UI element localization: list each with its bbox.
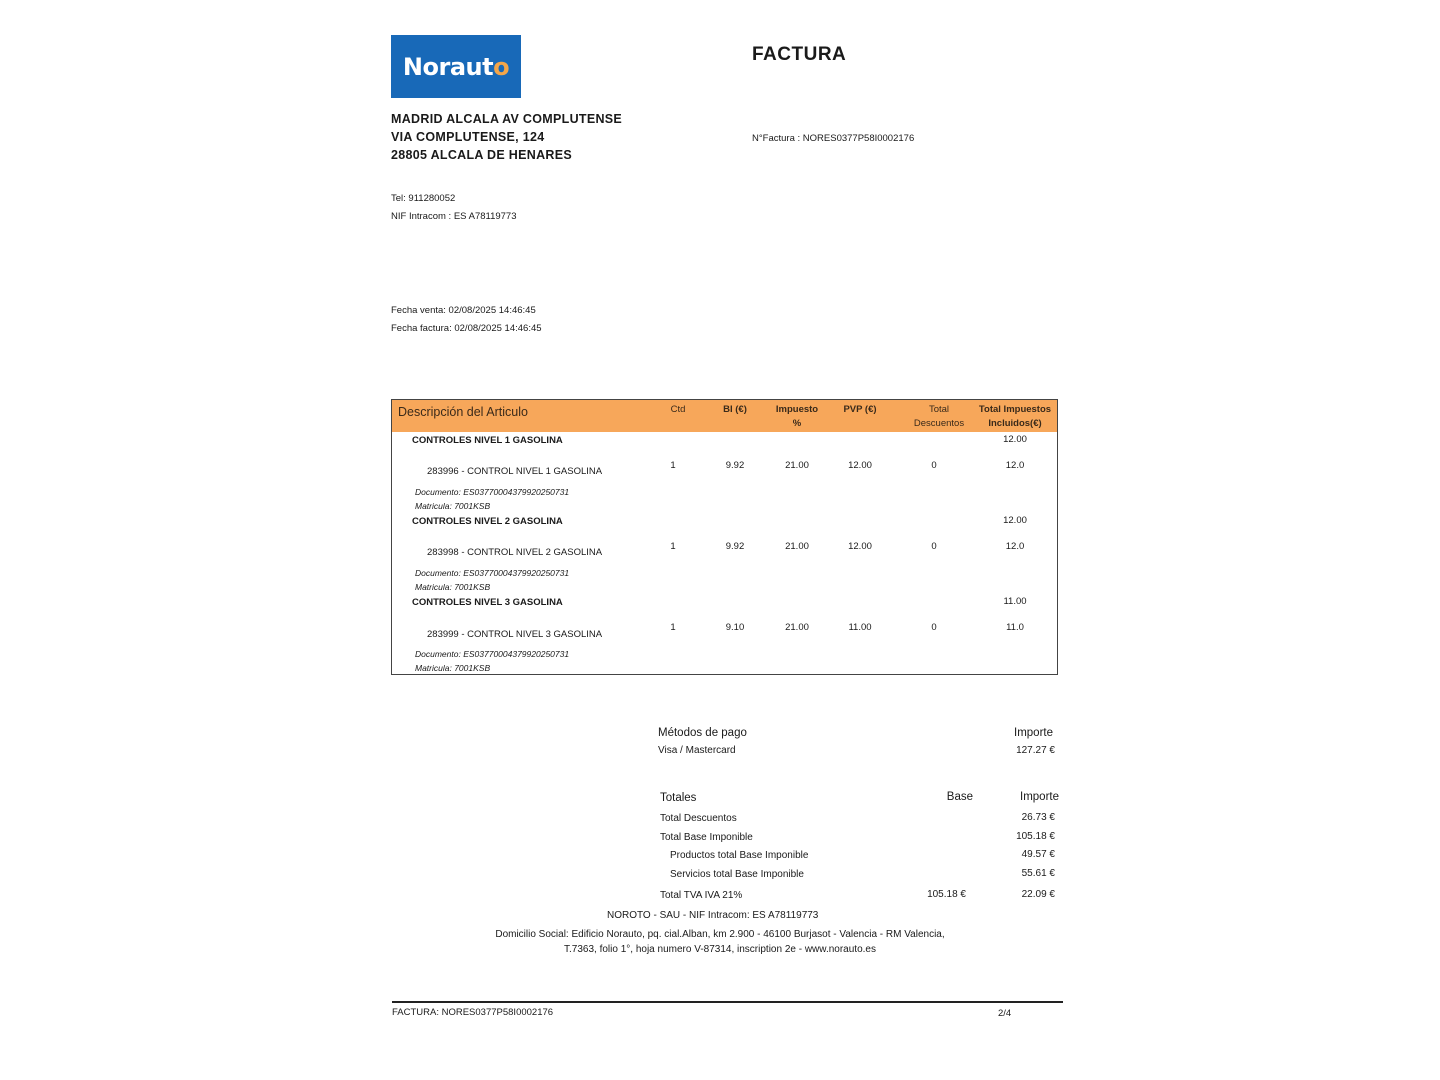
item-total: 12.0 [1005,460,1025,471]
totals-row-label: Total Descuentos [660,813,737,824]
item-impuesto: 21.00 [785,460,809,471]
totals-row-base: 105.18 € [927,889,966,900]
legal-address: Domicilio Social: Edificio Norauto, pq. cial.Alban, km 2.900 - 46100 Burjasot - Valencia - RM Valencia, [495,929,945,940]
th-total: Total Impuestos Incluidos(€) [978,404,1052,429]
item-documento: Documento: ES03770004379920250731 [415,487,570,497]
item-matricula: Matricula: 7001KSB [415,663,491,673]
totals-label: Totales [660,792,697,804]
item-documento: Documento: ES03770004379920250731 [415,568,570,578]
totals-base-label: Base [946,791,973,803]
store-nif: NIF Intracom : ES A78119773 [391,211,517,222]
table-header [392,400,1057,432]
totals-row-label: Total Base Imponible [660,832,753,843]
item-matricula: Matricula: 7001KSB [415,582,491,592]
item-ctd: 1 [670,541,676,552]
item-pvp: 12.00 [848,460,872,471]
store-tel: Tel: 911280052 [391,193,456,204]
item-ctd: 1 [670,460,676,471]
footer-divider [392,1001,1063,1003]
payment-amount-label: Importe [1014,727,1053,739]
item-description: 283996 - CONTROL NIVEL 1 GASOLINA [427,466,603,477]
norauto-logo [391,35,521,98]
item-bi: 9.10 [725,622,745,633]
item-pvp: 11.00 [848,622,872,633]
item-pvp: 12.00 [848,541,872,552]
document-title: FACTURA [752,44,847,65]
th-bi: BI (€) [723,404,747,415]
totals-importe-label: Importe [1020,791,1059,803]
legal-company: NOROTO - SAU - NIF Intracom: ES A78119773 [607,910,819,921]
item-total: 11.0 [1006,622,1024,633]
group-total: 12.00 [1003,515,1027,526]
item-description: 283998 - CONTROL NIVEL 2 GASOLINA [427,547,603,558]
th-ctd: Ctd [670,404,686,415]
group-total: 11.00 [1003,596,1027,607]
item-impuesto: 21.00 [785,541,809,552]
totals-row-importe: 55.61 € [1021,868,1055,879]
payment-methods-label: Métodos de pago [658,727,747,739]
item-descuentos: 0 [931,541,937,552]
fecha-venta: Fecha venta: 02/08/2025 14:46:45 [391,305,536,316]
item-matricula: Matricula: 7001KSB [415,501,491,511]
fecha-factura: Fecha factura: 02/08/2025 14:46:45 [391,323,542,334]
item-bi: 9.92 [725,460,745,471]
totals-row-importe: 49.57 € [1021,849,1055,860]
th-impuesto: Impuesto % [775,404,819,429]
store-city: 28805 ALCALA DE HENARES [391,148,573,162]
payment-amount: 127.27 € [1016,745,1055,756]
item-description: 283999 - CONTROL NIVEL 3 GASOLINA [427,629,603,640]
totals-row-label: Servicios total Base Imponible [670,869,804,880]
th-descripcion: Descripción del Articulo [398,405,528,419]
totals-row-label: Total TVA IVA 21% [660,890,743,901]
item-total: 12.0 [1005,541,1025,552]
store-name: MADRID ALCALA AV COMPLUTENSE [391,112,623,126]
totals-row-importe: 22.09 € [1021,889,1055,900]
item-descuentos: 0 [931,460,937,471]
store-street: VIA COMPLUTENSE, 124 [391,130,545,144]
payment-method: Visa / Mastercard [658,745,736,756]
item-documento: Documento: ES03770004379920250731 [415,649,570,659]
invoice-number: N°Factura : NORES0377P58I0002176 [752,133,915,144]
totals-row-label: Productos total Base Imponible [670,850,809,861]
logo-text: Norauto [402,52,510,81]
th-descuentos: Total Descuentos [913,404,965,429]
totals-row-importe: 105.18 € [1016,831,1055,842]
group-title: CONTROLES NIVEL 2 GASOLINA [412,516,563,527]
totals-row-importe: 26.73 € [1021,812,1055,823]
group-title: CONTROLES NIVEL 1 GASOLINA [412,435,563,446]
item-ctd: 1 [670,622,676,633]
items-table [391,399,1058,675]
legal-registry: T.7363, folio 1°, hoja numero V-87314, inscription 2e - www.norauto.es [564,944,876,955]
group-total: 12.00 [1003,434,1027,445]
item-bi: 9.92 [725,541,745,552]
group-title: CONTROLES NIVEL 3 GASOLINA [412,597,563,608]
footer-invoice: FACTURA: NORES0377P58I0002176 [392,1007,554,1018]
th-pvp: PVP (€) [843,404,877,415]
page-number: 2/4 [998,1008,1012,1019]
item-impuesto: 21.00 [785,622,809,633]
item-descuentos: 0 [931,622,937,633]
